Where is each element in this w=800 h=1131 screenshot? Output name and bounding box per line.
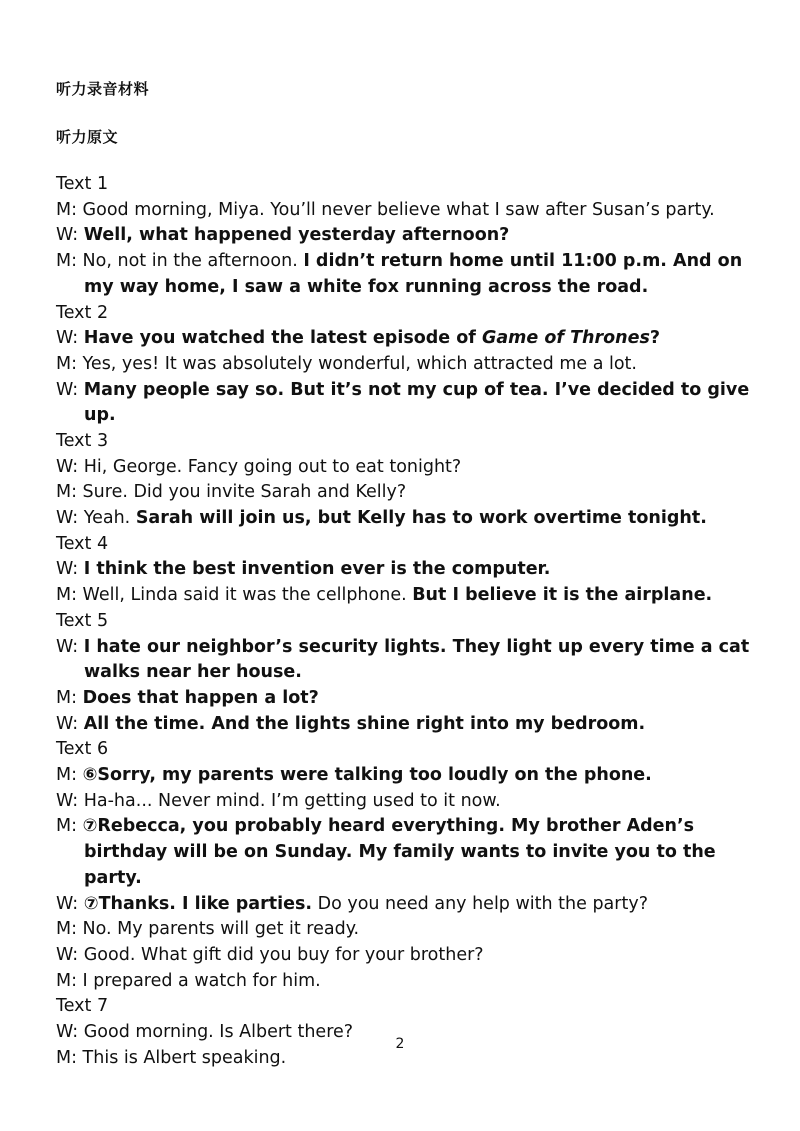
section-title: Text 4 [56,533,109,554]
dialogue-segment: W: Ha-ha... Never mind. I’m getting used to it now. [56,790,501,811]
dialogue-line [56,969,756,995]
dialogue-line [56,763,756,789]
dialogue-line [56,712,756,738]
section-title: Text 2 [56,302,109,323]
dialogue-segment: Have you watched the latest episode of [83,328,482,349]
dialogue-line [56,198,756,224]
dialogue-segment: M: I prepared a watch for him. [56,970,321,991]
dialogue-line [56,506,756,532]
section-title: Text 7 [56,996,109,1017]
dialogue-line [56,892,756,918]
dialogue-segment: W: [56,559,84,580]
dialogue-line [56,480,756,506]
dialogue-segment: ⑦Thanks. I like parties. [83,893,313,914]
dialogue-segment: Do you need any help with the party? [312,893,648,914]
dialogue-segment: W: Good. What gift did you buy for your brother? [56,945,484,965]
dialogue-segment: M: No, not in the afternoon. [56,251,304,272]
dialogue-line [56,943,756,969]
section-title: Text 6 [56,739,109,760]
dialogue-segment: I hate our neighbor’s security lights. They light up every time a cat walks near her house. [83,636,756,683]
dialogue-segment: W: [56,225,84,246]
header-title-recording: 听力录音材料 [56,80,150,98]
dialogue-line [56,223,756,249]
dialogue-segment: M: [56,687,83,708]
dialogue-segment: M: Yes, yes! It was absolutely wonderful, which attracted me a lot. [56,353,637,374]
dialogue-segment: Well, what happened yesterday afternoon? [83,225,510,246]
section-title: Text 3 [56,431,109,451]
dialogue-line [56,455,756,481]
dialogue-segment: I didn’t return home until 11:00 p.m. And on my way home, I saw a white fox running across the road. [84,251,749,297]
dialogue-segment: M: Well, Linda said it was the cellphone. [56,585,413,606]
dialogue-segment: ⑥Sorry, my parents were talking too loudly on the phone. [82,765,652,786]
dialogue-segment: M: This is Albert speaking. [56,1047,287,1068]
dialogue-line [56,249,756,300]
dialogue-segment: ? [649,328,661,349]
dialogue-line [56,326,756,352]
dialogue-segment: All the time. And the lights shine right into my bedroom. [83,713,646,734]
transcript-body [56,172,756,1072]
dialogue-segment: I think the best invention ever is the computer. [83,559,551,580]
dialogue-line [56,686,756,712]
dialogue-line [56,635,756,686]
dialogue-segment: W: [56,636,84,657]
section-title: Text 5 [56,610,109,631]
page-number: 2 [395,1036,405,1052]
dialogue-line [56,583,756,609]
dialogue-segment: W: Hi, George. Fancy going out to eat tonight? [56,456,462,477]
dialogue-segment: W: [56,328,84,349]
dialogue-segment: Many people say so. But it’s not my cup of tea. I’ve decided to give up. [83,379,756,426]
dialogue-segment: But I believe it is the airplane. [412,585,713,606]
section-title: Text 1 [56,174,109,194]
dialogue-segment: W: Good morning. Is Albert there? [56,1022,354,1043]
dialogue-line [56,814,756,891]
dialogue-segment: W: [56,713,84,734]
dialogue-segment: M: [56,816,83,837]
dialogue-segment: W: [56,379,84,400]
dialogue-segment: Sarah will join us, but Kelly has to work overtime tonight. [135,508,707,529]
dialogue-segment: M: No. My parents will get it ready. [56,919,360,940]
dialogue-line [56,378,756,429]
dialogue-segment: M: Good morning, Miya. You’ll never believe what I saw after Susan’s party. [56,199,715,220]
dialogue-line [56,917,756,943]
dialogue-segment: ⑦Rebecca, you probably heard everything. My brother Aden’s birthday will be on Sunday. My family wants to invite you to the party. [82,816,722,888]
dialogue-segment: Game of Thrones [481,328,650,349]
dialogue-segment: W: [56,893,84,914]
dialogue-segment: M: Sure. Did you invite Sarah and Kelly? [56,482,407,503]
dialogue-line [56,352,756,378]
header-title-transcript: 听力原文 [56,128,119,146]
dialogue-line [56,789,756,815]
dialogue-segment: M: [56,765,83,786]
dialogue-segment: Does that happen a lot? [82,687,319,708]
dialogue-line [56,557,756,583]
dialogue-segment: W: Yeah. [56,508,136,529]
